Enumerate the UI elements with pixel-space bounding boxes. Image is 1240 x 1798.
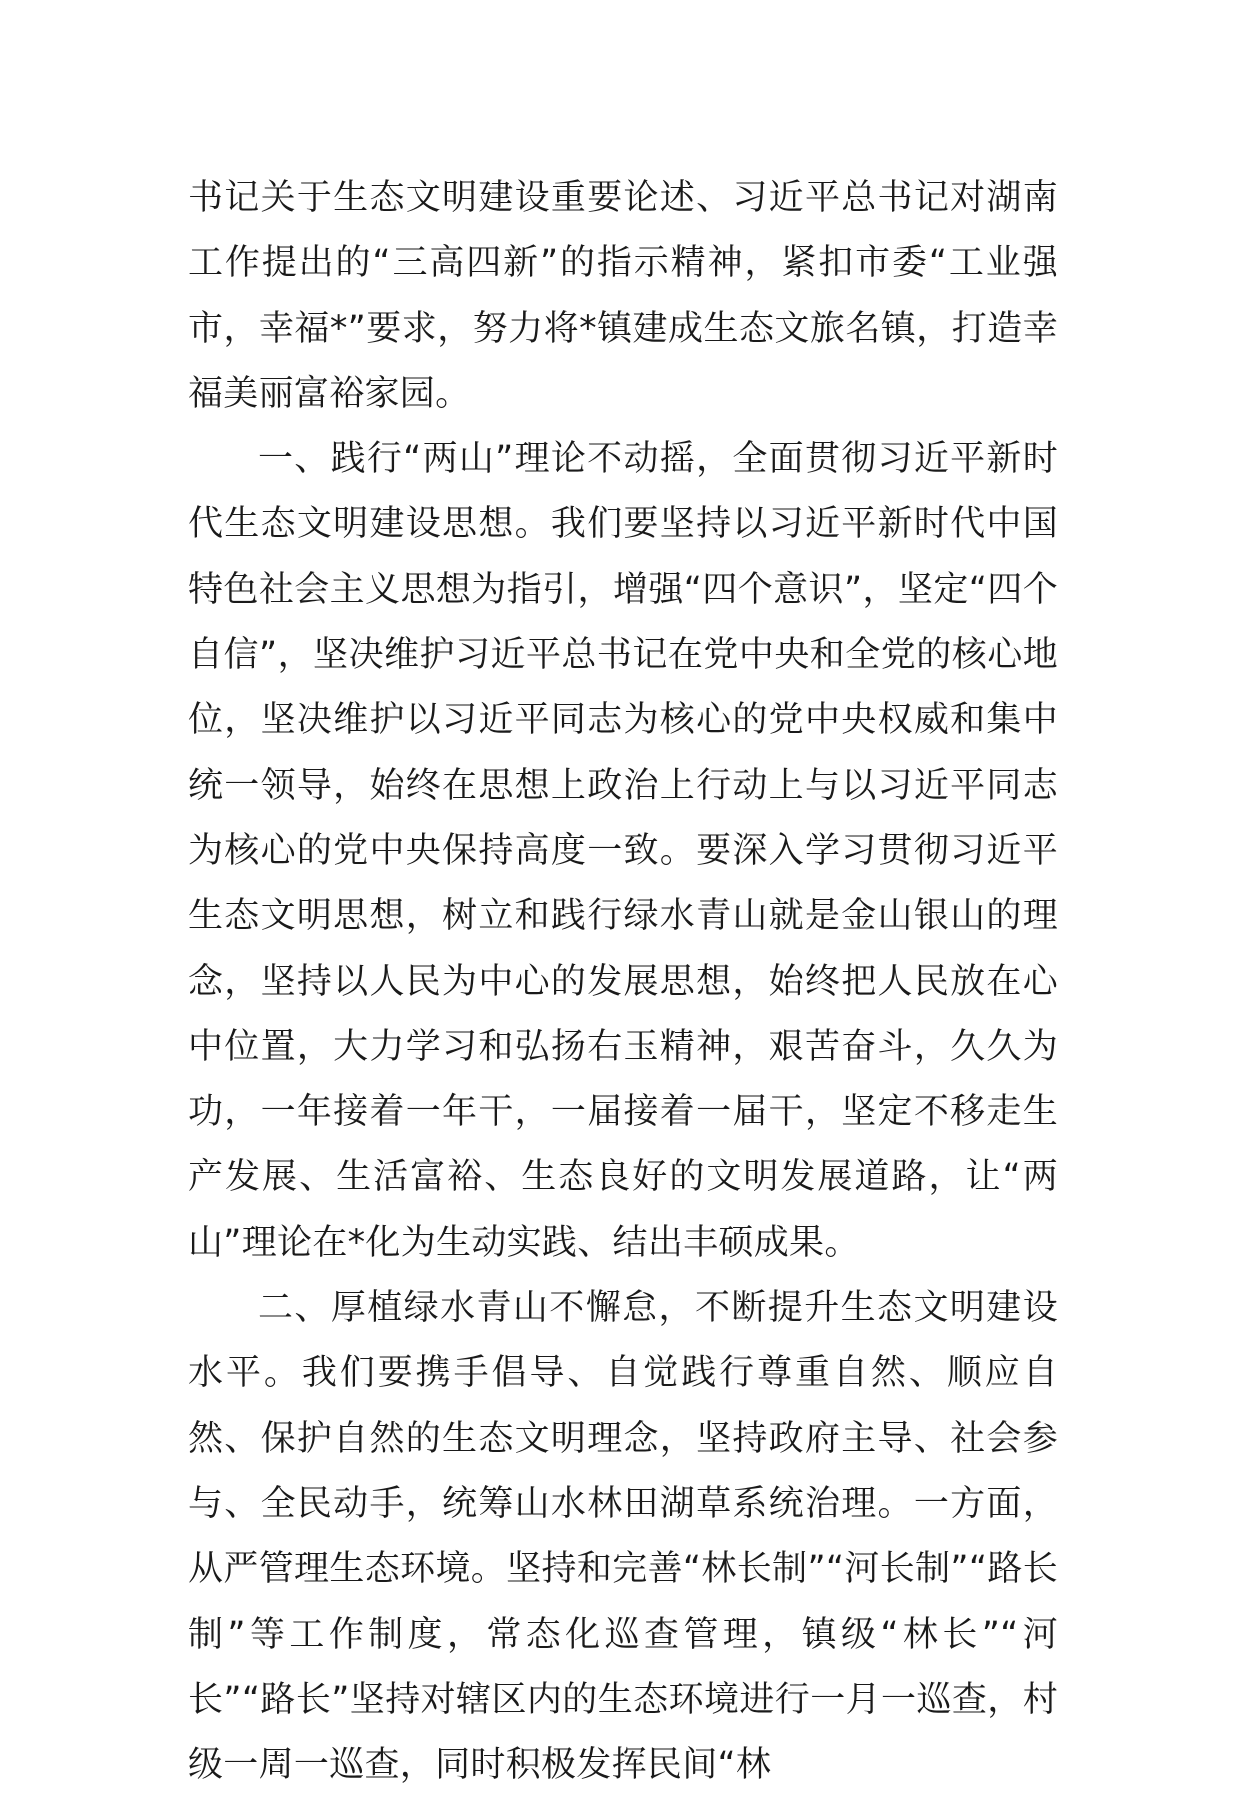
paragraph-section-one: 一、践行“两山”理论不动摇，全面贯彻习近平新时代生态文明建设思想。我们要坚持以习近平新时代中国特色社会主义思想为指引，增强“四个意识”，坚定“四个自信”，坚决维护习近平总书记在党中央和全党的核心地位，坚决维护以习近平同志为核心的党中央权威和集中统一领导，始终在思想上政治上行动上与以习近平同志为核心的党中央保持高度一致。要深入学习贯彻习近平生态文明思想，树立和践行绿水青山就是金山银山的理念，坚持以人民为中心的发展思想，始终把人民放在心中位置，大力学习和弘扬右玉精神，艰苦奋斗，久久为功，一年接着一年干，一届接着一届干，坚定不移走生产发展、生活富裕、生态良好的文明发展道路，让“两山”理论在*化为生动实践、结出丰硕成果。 bbox=[188, 439, 1058, 1263]
document-body bbox=[188, 166, 1058, 1798]
paragraph-continuation: 书记关于生态文明建设重要论述、习近平总书记对湖南工作提出的“三高四新”的指示精神，紧扣市委“工业强市，幸福*”要求，努力将*镇建成生态文旅名镇，打造幸福美丽富裕家园。 bbox=[188, 178, 1058, 414]
paragraph-section-two: 二、厚植绿水青山不懈怠，不断提升生态文明建设水平。我们要携手倡导、自觉践行尊重自然、顺应自然、保护自然的生态文明理念，坚持政府主导、社会参与、全民动手，统筹山水林田湖草系统治理。一方面，从严管理生态环境。坚持和完善“林长制”“河长制”“路长制”等工作制度，常态化巡查管理，镇级“林长”“河长”“路长”坚持对辖区内的生态环境进行一月一巡查，村级一周一巡查，同时积极发挥民间“林 bbox=[188, 1288, 1058, 1786]
